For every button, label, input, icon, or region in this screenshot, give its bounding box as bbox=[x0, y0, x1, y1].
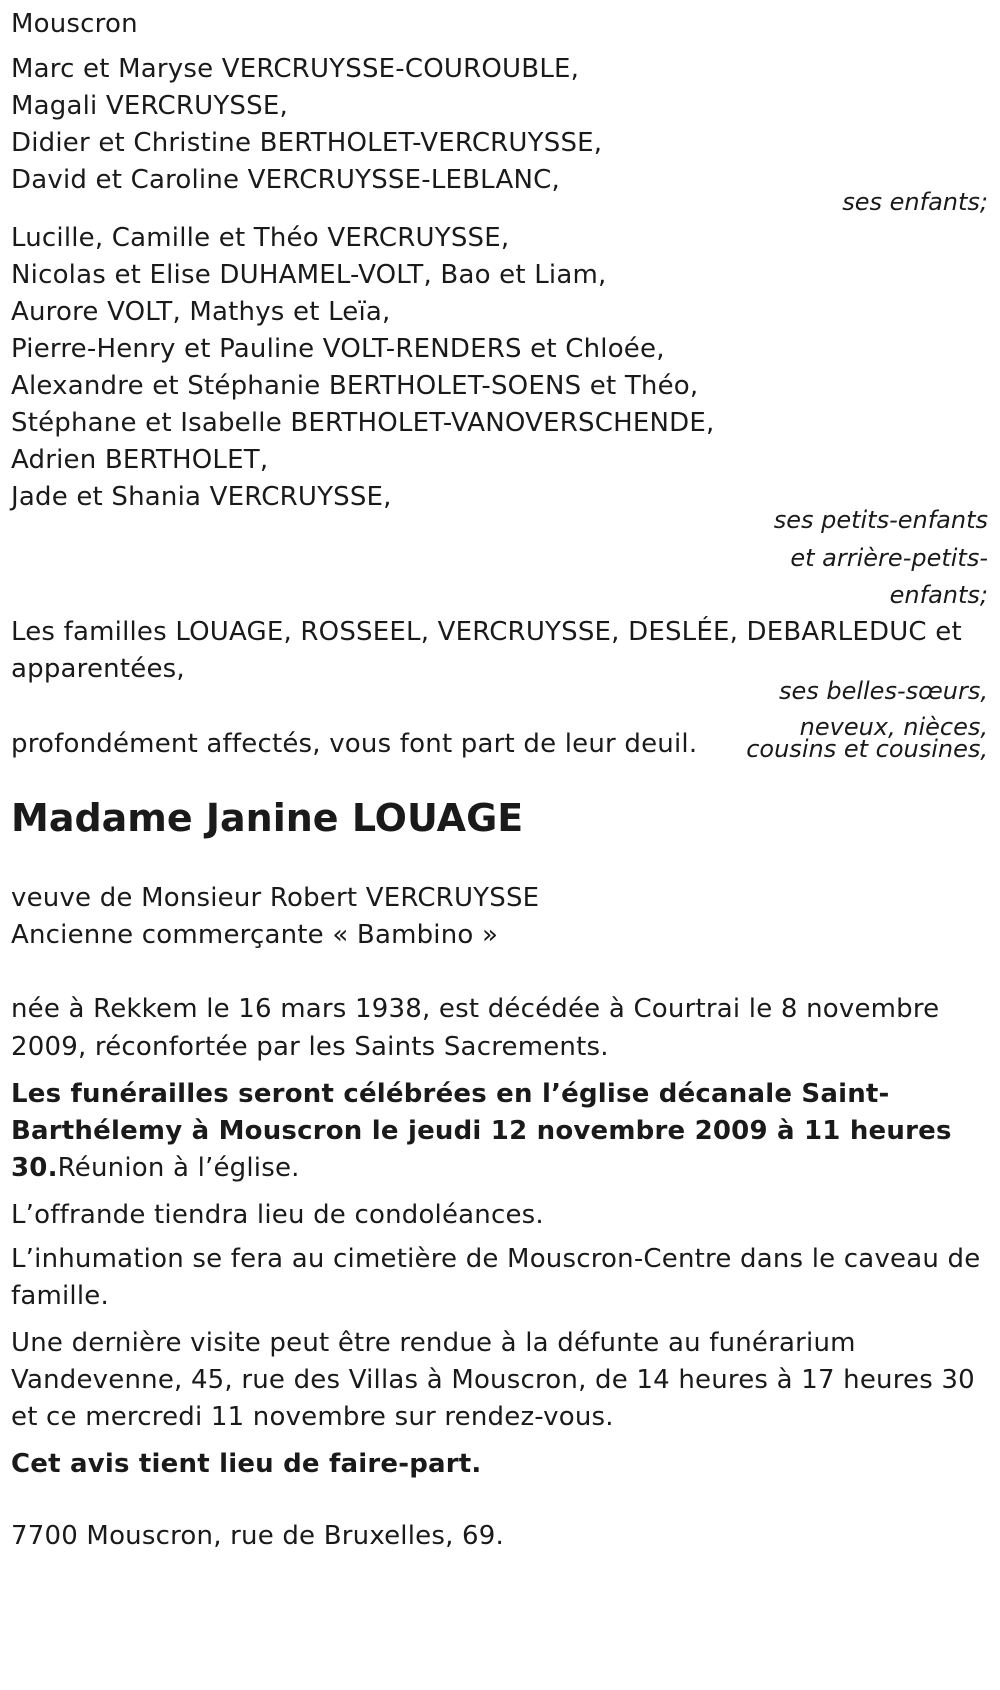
header-city: Mouscron bbox=[11, 9, 138, 39]
child-name: Magali VERCRUYSSE, bbox=[11, 91, 288, 121]
grandchild-name: Aurore VOLT, Mathys et Leïa, bbox=[11, 297, 391, 327]
families-role-line: cousins et cousines, bbox=[746, 735, 988, 763]
announcement: Cet avis tient lieu de faire-part. bbox=[11, 1449, 482, 1479]
families-line: Les familles LOUAGE, ROSSEEL, VERCRUYSSE, DESLÉE, DEBARLEDUC et bbox=[11, 617, 962, 647]
child-name: Marc et Maryse VERCRUYSSE-COUROUBLE, bbox=[11, 54, 580, 84]
funeral-paragraph bbox=[11, 1076, 986, 1187]
funeral-gathering: Réunion à l’église. bbox=[57, 1153, 300, 1183]
grandchild-name: Stéphane et Isabelle BERTHOLET-VANOVERSCHENDE, bbox=[11, 408, 715, 438]
grandchild-name: Alexandre et Stéphanie BERTHOLET-SOENS et Théo, bbox=[11, 371, 699, 401]
birth-death-paragraph: née à Rekkem le 16 mars 1938, est décédée à Courtrai le 8 novembre 2009, réconfortée par les Saints Sacrements. bbox=[11, 994, 940, 1062]
child-name: Didier et Christine BERTHOLET-VERCRUYSSE, bbox=[11, 128, 603, 158]
deceased-spouse: veuve de Monsieur Robert VERCRUYSSE bbox=[11, 883, 540, 913]
grandchild-name: Adrien BERTHOLET, bbox=[11, 445, 269, 475]
child-name: David et Caroline VERCRUYSSE-LEBLANC, bbox=[11, 165, 560, 195]
offering-paragraph: L’offrande tiendra lieu de condoléances. bbox=[11, 1200, 544, 1230]
grandchildren-role-line: et arrière-petits- bbox=[790, 544, 988, 572]
families-line: apparentées, bbox=[11, 654, 185, 684]
burial-paragraph: L’inhumation se fera au cimetière de Mouscron-Centre dans le caveau de famille. bbox=[11, 1244, 981, 1311]
visit-paragraph: Une dernière visite peut être rendue à la défunte au funérarium Vandevenne, 45, rue des Villas à Mouscron, de 14 heures à 17 heures 30 et ce mercredi 11 novembre sur rendez-vous. bbox=[11, 1328, 975, 1432]
grandchild-name: Jade et Shania VERCRUYSSE, bbox=[11, 482, 392, 512]
grandchildren-role-line: ses petits-enfants bbox=[773, 506, 988, 534]
deceased-name: Madame Janine LOUAGE bbox=[11, 796, 524, 840]
grandchildren-role-line: enfants; bbox=[889, 581, 988, 609]
grandchild-name: Lucille, Camille et Théo VERCRUYSSE, bbox=[11, 223, 510, 253]
grandchild-name: Nicolas et Elise DUHAMEL-VOLT, Bao et Liam, bbox=[11, 260, 607, 290]
families-role-line: neveux, nièces, bbox=[799, 713, 988, 741]
family-address: 7700 Mouscron, rue de Bruxelles, 69. bbox=[11, 1521, 504, 1551]
families-role-line: ses belles-sœurs, bbox=[778, 677, 988, 705]
deceased-profession: Ancienne commerçante « Bambino » bbox=[11, 920, 499, 950]
closing-statement: profondément affectés, vous font part de leur deuil. bbox=[11, 729, 698, 759]
funeral-details: Les funérailles seront célébrées en l’église décanale Saint-Barthélemy à Mouscron le jeudi 12 novembre 2009 à 11 heures 30. bbox=[11, 1079, 952, 1183]
children-role: ses enfants; bbox=[842, 188, 988, 216]
grandchild-name: Pierre-Henry et Pauline VOLT-RENDERS et Chloée, bbox=[11, 334, 665, 364]
